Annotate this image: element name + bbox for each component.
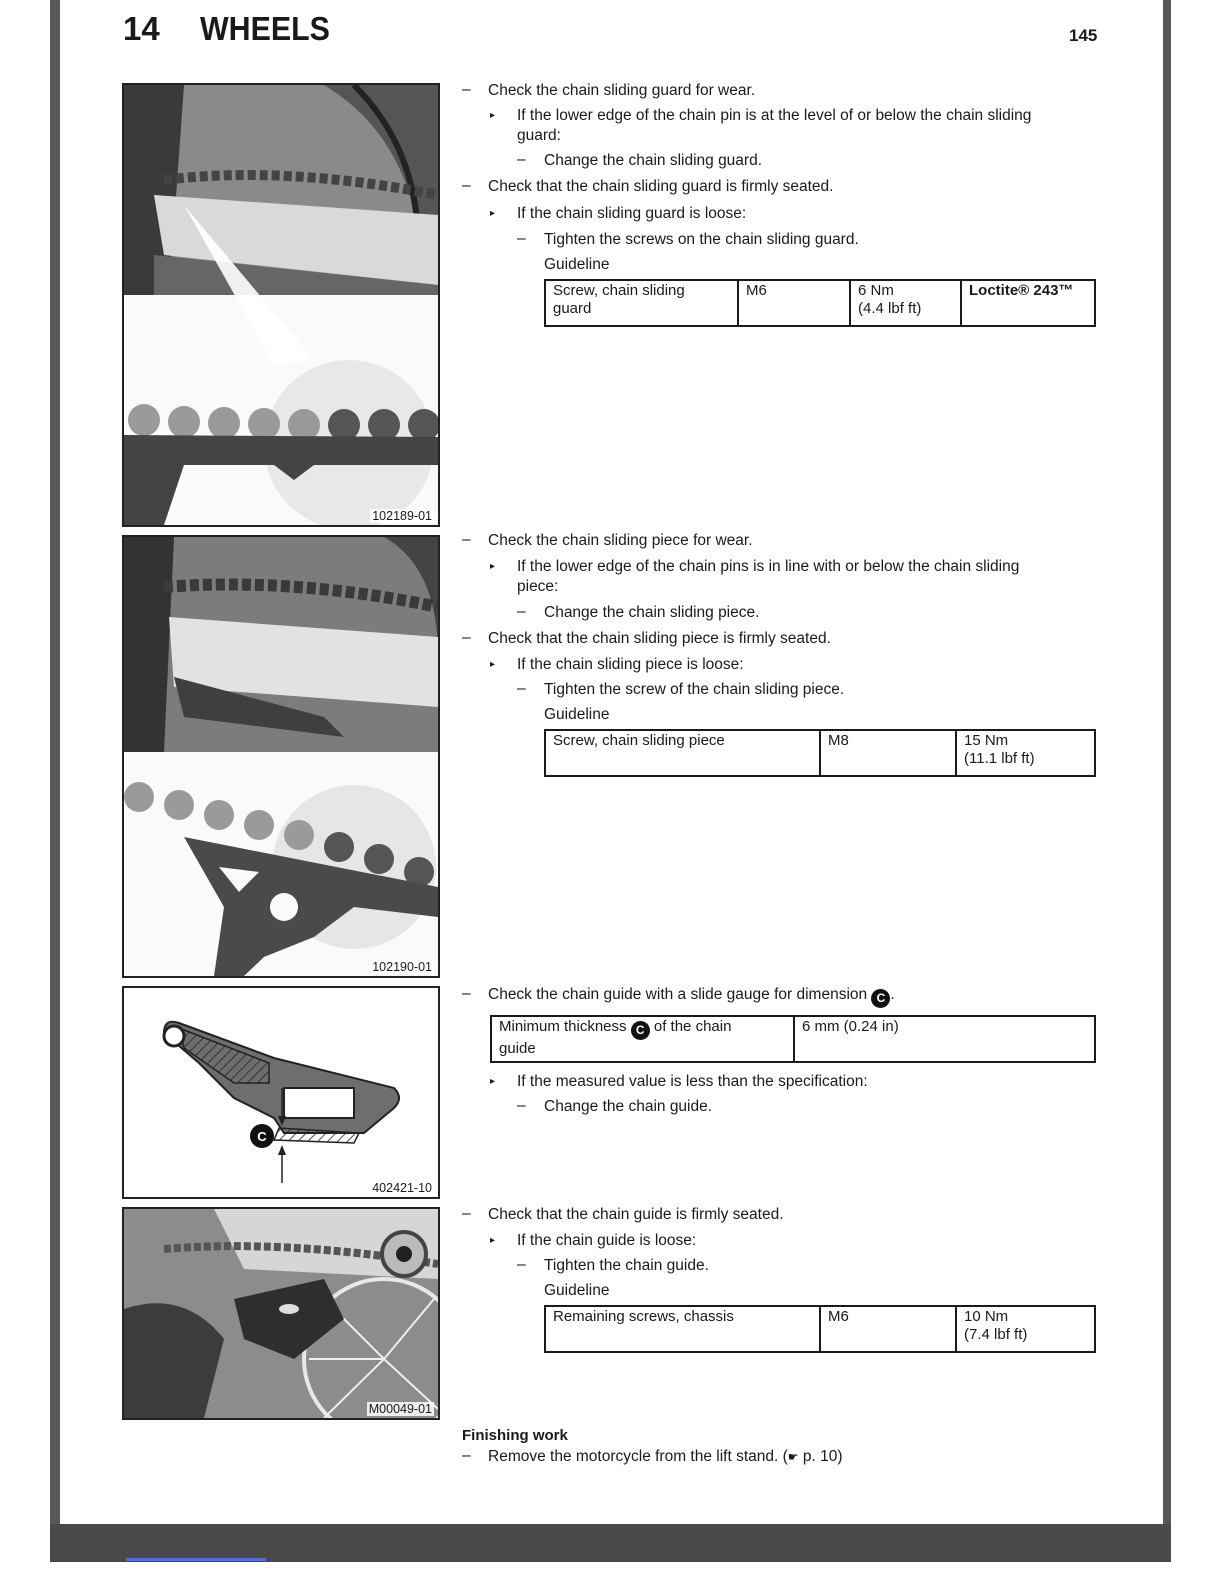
- condition-arrow-icon: ▸: [490, 561, 496, 572]
- table-cell: Loctite® 243™: [961, 280, 1095, 326]
- chapter-number: 14: [123, 10, 160, 47]
- viewer-frame-left: [50, 0, 60, 1562]
- condition-text: If the measured value is less than the specification:: [517, 1073, 868, 1090]
- table-cell: Screw, chain sliding piece: [545, 730, 820, 776]
- finishing-step-text: Remove the motorcycle from the lift stand. (: [488, 1448, 788, 1465]
- table-row: [545, 1306, 1095, 1352]
- action-text: Tighten the chain guide.: [544, 1257, 709, 1274]
- condition-text: If the lower edge of the chain pins is in line with or below the chain sliding: [517, 558, 1020, 575]
- step-period: .: [890, 986, 895, 1003]
- table-cell: M6: [820, 1306, 956, 1352]
- step-text: Check the chain sliding guard for wear.: [488, 82, 756, 99]
- cell-text: 15 Nm: [964, 732, 1009, 749]
- step-text: Check the chain sliding piece for wear.: [488, 532, 753, 549]
- condition-arrow-icon: ▸: [490, 659, 496, 670]
- figure-chain-sliding-guard: [122, 83, 440, 527]
- torque-spec-table: [544, 729, 1096, 777]
- condition-text: If the chain sliding piece is loose:: [517, 656, 744, 673]
- table-cell: [545, 280, 738, 326]
- cell-text: (11.1 lbf ft): [964, 750, 1035, 767]
- table-row: [545, 280, 1095, 326]
- figure-chain-sliding-piece: [122, 535, 440, 978]
- figure-id: 102190-01: [372, 960, 432, 974]
- chain-guide-diagram: [124, 988, 438, 1197]
- cell-text-part: of the chain: [653, 1018, 732, 1035]
- viewer-frame-right: [1163, 0, 1171, 1562]
- torque-spec-table: [544, 1305, 1096, 1353]
- bullet-dash: –: [517, 1097, 526, 1114]
- page-reference-link[interactable]: p. 10): [802, 1448, 843, 1465]
- bullet-dash: –: [517, 603, 526, 620]
- condition-arrow-icon: ▸: [490, 110, 496, 121]
- dimension-marker-c: C: [257, 1129, 267, 1144]
- guideline-label: Guideline: [544, 256, 610, 273]
- step-text: Check that the chain sliding piece is firmly seated.: [488, 630, 831, 647]
- bullet-dash: –: [517, 1256, 526, 1273]
- table-row: [545, 730, 1095, 776]
- chapter-title: WHEELS: [200, 10, 330, 47]
- cell-text-part: Minimum thickness: [499, 1018, 627, 1035]
- figure-id: 402421-10: [372, 1181, 432, 1195]
- figure-chain-guide-mounted: [122, 1207, 440, 1420]
- table-cell: Remaining screws, chassis: [545, 1306, 820, 1352]
- condition-text: If the chain guide is loose:: [517, 1232, 697, 1249]
- dimension-marker-c: C: [871, 989, 890, 1008]
- figure-id: 102189-01: [372, 509, 432, 523]
- step-text-main: Check the chain guide with a slide gauge for dimension: [488, 986, 868, 1003]
- step-text: Check that the chain guide is firmly seated.: [488, 1206, 784, 1223]
- condition-arrow-icon: ▸: [490, 1076, 496, 1087]
- bullet-dash: –: [462, 1447, 471, 1464]
- bullet-dash: –: [462, 531, 471, 548]
- finishing-work-heading: Finishing work: [462, 1427, 568, 1444]
- cell-text: (7.4 lbf ft): [964, 1326, 1028, 1343]
- chain-sliding-piece-illustration: [124, 537, 438, 976]
- condition-text: If the lower edge of the chain pin is at the level of or below the chain sliding: [517, 107, 1032, 124]
- action-text: Tighten the screws on the chain sliding guard.: [544, 231, 859, 248]
- table-cell: M6: [738, 280, 850, 326]
- action-text: Change the chain guide.: [544, 1098, 713, 1115]
- action-text: Change the chain sliding guard.: [544, 152, 763, 169]
- cell-text: 10 Nm: [964, 1308, 1009, 1325]
- page-reference-icon: ☛: [787, 1450, 799, 1464]
- cell-text: Screw, chain sliding: [553, 282, 685, 299]
- finishing-step: [488, 1447, 843, 1467]
- table-row: [491, 1016, 1095, 1062]
- table-cell: [956, 1306, 1095, 1352]
- condition-text: If the chain sliding guard is loose:: [517, 205, 747, 222]
- bullet-dash: –: [462, 177, 471, 194]
- table-cell: [850, 280, 961, 326]
- page-number: 145: [1069, 26, 1098, 45]
- torque-spec-table: [544, 279, 1096, 327]
- figure-chain-guide-dimension: [122, 986, 440, 1199]
- step-text: Check that the chain sliding guard is firmly seated.: [488, 178, 834, 195]
- cell-text: [499, 1018, 786, 1040]
- table-cell: 6 mm (0.24 in): [794, 1016, 1095, 1062]
- condition-arrow-icon: ▸: [490, 208, 496, 219]
- condition-text: guard:: [517, 127, 561, 144]
- bullet-dash: –: [462, 81, 471, 98]
- chain-guide-photo-illustration: [124, 1209, 438, 1418]
- viewer-link-underline[interactable]: [126, 1558, 266, 1561]
- chain-sliding-guard-illustration: [124, 85, 438, 525]
- cell-text: 6 Nm: [858, 282, 894, 299]
- table-cell: M8: [820, 730, 956, 776]
- dimension-spec-table: [490, 1015, 1096, 1063]
- action-text: Change the chain sliding piece.: [544, 604, 760, 621]
- viewer-bottom-bar: [50, 1524, 1171, 1562]
- bullet-dash: –: [462, 985, 471, 1002]
- figure-id: M00049-01: [368, 1402, 432, 1416]
- guideline-label: Guideline: [544, 1282, 610, 1299]
- condition-arrow-icon: ▸: [490, 1235, 496, 1246]
- guideline-label: Guideline: [544, 706, 610, 723]
- step-text: [488, 985, 895, 1008]
- bullet-dash: –: [462, 629, 471, 646]
- cell-text: guard: [553, 300, 592, 317]
- action-text: Tighten the screw of the chain sliding piece.: [544, 681, 845, 698]
- cell-text: (4.4 lbf ft): [858, 300, 922, 317]
- condition-text: piece:: [517, 578, 559, 595]
- bullet-dash: –: [517, 151, 526, 168]
- table-cell: [491, 1016, 794, 1062]
- dimension-marker-c: C: [631, 1021, 650, 1040]
- bullet-dash: –: [517, 680, 526, 697]
- table-cell: [956, 730, 1095, 776]
- cell-text: guide: [499, 1040, 536, 1057]
- bullet-dash: –: [462, 1205, 471, 1222]
- bullet-dash: –: [517, 230, 526, 247]
